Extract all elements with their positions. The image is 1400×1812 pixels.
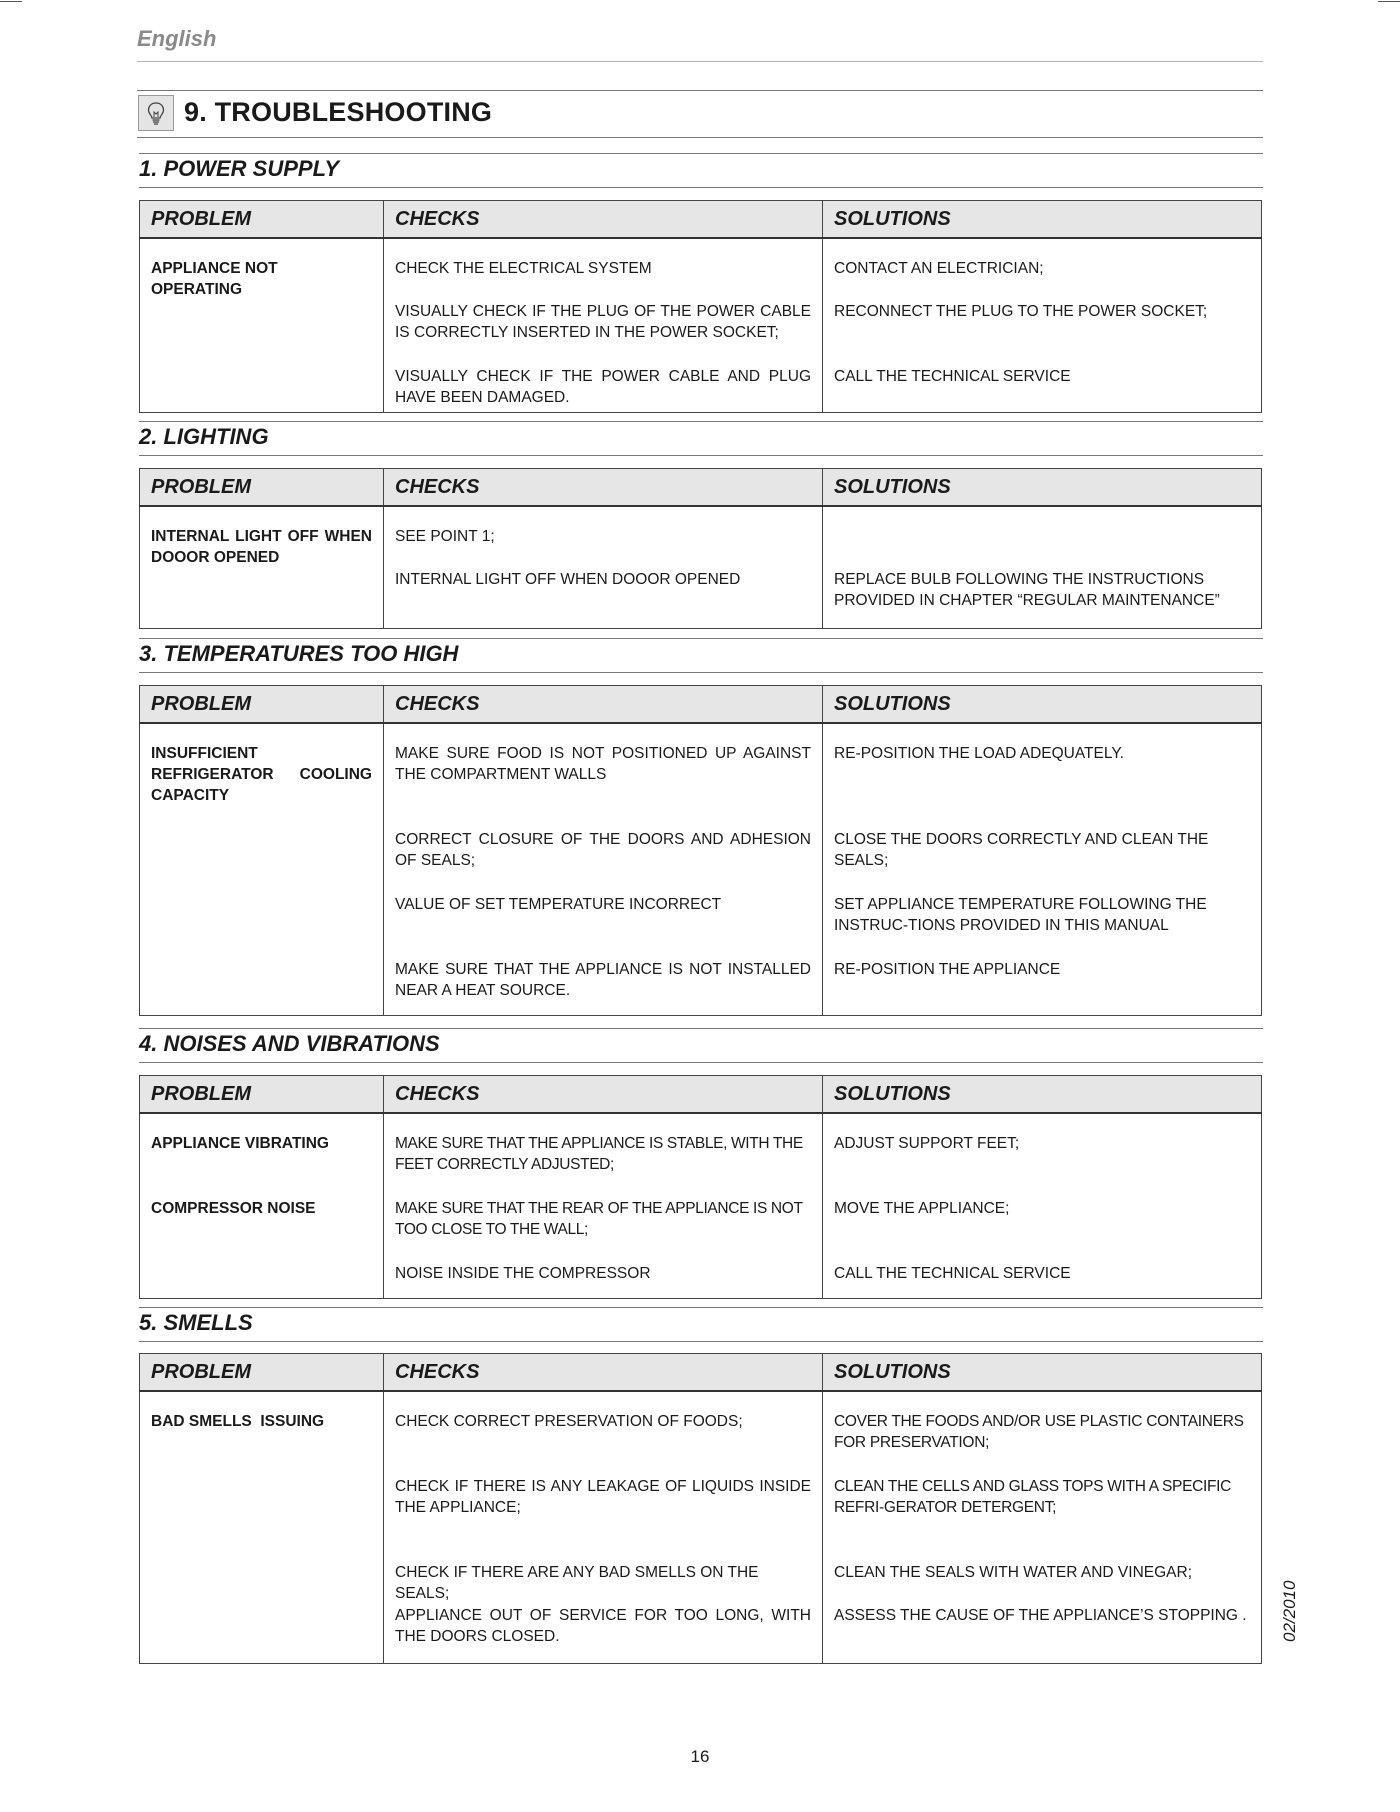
section-heading-temperatures bbox=[139, 638, 1263, 673]
problem-text: INSUFFICIENT REFRIGERATOR COOLING CAPACITY bbox=[151, 745, 372, 804]
table-header-row bbox=[140, 686, 1262, 724]
chapter-title: 9. TROUBLESHOOTING bbox=[184, 97, 493, 127]
problem-cell bbox=[140, 1113, 384, 1298]
section-title: 4. NOISES AND VIBRATIONS bbox=[139, 1031, 440, 1056]
column-header-problem: PROBLEM bbox=[140, 686, 384, 724]
problem-text: BAD SMELLS ISSUING bbox=[151, 1413, 325, 1430]
column-header-problem: PROBLEM bbox=[140, 469, 384, 507]
check-item: SEE POINT 1; bbox=[395, 528, 495, 545]
solutions-cell bbox=[823, 723, 1262, 1015]
solution-item: ASSESS THE CAUSE OF THE APPLIANCE’S STOPPING . bbox=[834, 1607, 1247, 1624]
solution-item: MOVE THE APPLIANCE; bbox=[834, 1200, 1010, 1217]
table-header-row bbox=[140, 1354, 1262, 1392]
checks-cell bbox=[384, 238, 823, 412]
troubleshooting-table-power-supply bbox=[139, 200, 1262, 413]
table-row bbox=[140, 1391, 1262, 1663]
crop-mark-right bbox=[1378, 1, 1400, 2]
solution-item: CALL THE TECHNICAL SERVICE bbox=[834, 1265, 1071, 1282]
chapter-header bbox=[137, 90, 1263, 138]
troubleshooting-table-noises bbox=[139, 1075, 1262, 1299]
check-item: NOISE INSIDE THE COMPRESSOR bbox=[395, 1265, 651, 1282]
section-title: 5. SMELLS bbox=[139, 1310, 253, 1335]
solutions-cell bbox=[823, 238, 1262, 412]
language-label: English bbox=[137, 26, 217, 51]
solution-spacer bbox=[834, 526, 1250, 569]
header-divider bbox=[137, 61, 1263, 62]
column-header-checks: CHECKS bbox=[384, 201, 823, 239]
column-header-solutions: SOLUTIONS bbox=[823, 686, 1262, 724]
check-item: MAKE SURE THAT THE REAR OF THE APPLIANCE IS NOT TOO CLOSE TO THE WALL; bbox=[395, 1200, 803, 1238]
column-header-solutions: SOLUTIONS bbox=[823, 1076, 1262, 1114]
crop-mark-left bbox=[0, 1, 22, 2]
solutions-cell bbox=[823, 1113, 1262, 1298]
check-item: MAKE SURE THAT THE APPLIANCE IS STABLE, WITH THE FEET CORRECTLY ADJUSTED; bbox=[395, 1135, 803, 1173]
column-header-checks: CHECKS bbox=[384, 469, 823, 507]
column-header-checks: CHECKS bbox=[384, 1076, 823, 1114]
problem-cell bbox=[140, 506, 384, 628]
column-header-solutions: SOLUTIONS bbox=[823, 469, 1262, 507]
problem-text: APPLIANCE NOT OPERATING bbox=[151, 260, 278, 298]
column-header-checks: CHECKS bbox=[384, 686, 823, 724]
problem-cell bbox=[140, 238, 384, 412]
section-title: 3. TEMPERATURES TOO HIGH bbox=[139, 641, 459, 666]
problem-text: INTERNAL LIGHT OFF WHEN DOOOR OPENED bbox=[151, 528, 372, 566]
column-header-solutions: SOLUTIONS bbox=[823, 201, 1262, 239]
solution-item: CLEAN THE CELLS AND GLASS TOPS WITH A SPECIFIC REFRI-GERATOR DETERGENT; bbox=[834, 1478, 1232, 1516]
check-item: VISUALLY CHECK IF THE POWER CABLE AND PLUG HAVE BEEN DAMAGED. bbox=[395, 368, 811, 406]
column-header-problem: PROBLEM bbox=[140, 1354, 384, 1392]
checks-cell bbox=[384, 1391, 823, 1663]
problem-cell bbox=[140, 723, 384, 1015]
table-header-row bbox=[140, 469, 1262, 507]
check-item: INTERNAL LIGHT OFF WHEN DOOOR OPENED bbox=[395, 571, 741, 588]
solution-item: RE-POSITION THE APPLIANCE bbox=[834, 961, 1061, 978]
troubleshooting-table-temperatures bbox=[139, 685, 1262, 1016]
check-item: MAKE SURE THAT THE APPLIANCE IS NOT INSTALLED NEAR A HEAT SOURCE. bbox=[395, 961, 811, 999]
solution-item: CLEAN THE SEALS WITH WATER AND VINEGAR; bbox=[834, 1564, 1192, 1581]
column-header-problem: PROBLEM bbox=[140, 1076, 384, 1114]
column-header-solutions: SOLUTIONS bbox=[823, 1354, 1262, 1392]
troubleshooting-table-lighting bbox=[139, 468, 1262, 629]
checks-cell bbox=[384, 506, 823, 628]
check-item: MAKE SURE FOOD IS NOT POSITIONED UP AGAINST THE COMPARTMENT WALLS bbox=[395, 745, 811, 783]
section-title: 2. LIGHTING bbox=[139, 424, 269, 449]
revision-date: 02/2010 bbox=[1280, 1580, 1299, 1642]
solution-item: CLOSE THE DOORS CORRECTLY AND CLEAN THE SEALS; bbox=[834, 831, 1209, 869]
check-item: VALUE OF SET TEMPERATURE INCORRECT bbox=[395, 896, 722, 913]
table-row bbox=[140, 506, 1262, 628]
problem-text: COMPRESSOR NOISE bbox=[151, 1200, 316, 1217]
check-item: CORRECT CLOSURE OF THE DOORS AND ADHESION OF SEALS; bbox=[395, 831, 811, 869]
solution-item: CALL THE TECHNICAL SERVICE bbox=[834, 368, 1071, 385]
section-heading-noises bbox=[139, 1028, 1263, 1063]
column-header-checks: CHECKS bbox=[384, 1354, 823, 1392]
solution-item: RE-POSITION THE LOAD ADEQUATELY. bbox=[834, 745, 1124, 762]
table-row bbox=[140, 723, 1262, 1015]
check-item: APPLIANCE OUT OF SERVICE FOR TOO LONG, WITH THE DOORS CLOSED. bbox=[395, 1607, 811, 1645]
solutions-cell bbox=[823, 506, 1262, 628]
problem-text: APPLIANCE VIBRATING bbox=[151, 1135, 329, 1152]
solution-item: REPLACE BULB FOLLOWING THE INSTRUCTIONS PROVIDED IN CHAPTER “REGULAR MAINTENANCE” bbox=[834, 571, 1220, 609]
troubleshooting-table-smells bbox=[139, 1353, 1262, 1664]
solution-item: CONTACT AN ELECTRICIAN; bbox=[834, 260, 1044, 277]
lightbulb-icon bbox=[138, 95, 174, 131]
problem-cell bbox=[140, 1391, 384, 1663]
check-item: CHECK IF THERE ARE ANY BAD SMELLS ON THE SEALS; bbox=[395, 1564, 759, 1602]
solution-item: ADJUST SUPPORT FEET; bbox=[834, 1135, 1020, 1152]
section-title: 1. POWER SUPPLY bbox=[139, 156, 340, 181]
solutions-cell bbox=[823, 1391, 1262, 1663]
check-item: CHECK CORRECT PRESERVATION OF FOODS; bbox=[395, 1413, 743, 1430]
section-heading-lighting bbox=[139, 421, 1263, 456]
section-heading-power-supply bbox=[139, 153, 1263, 188]
table-row bbox=[140, 1113, 1262, 1298]
section-heading-smells bbox=[139, 1307, 1263, 1342]
solution-item: COVER THE FOODS AND/OR USE PLASTIC CONTAINERS FOR PRESERVATION; bbox=[834, 1413, 1244, 1451]
table-header-row bbox=[140, 201, 1262, 239]
solution-item: RECONNECT THE PLUG TO THE POWER SOCKET; bbox=[834, 303, 1208, 320]
page-number: 16 bbox=[690, 1747, 710, 1766]
check-item: CHECK THE ELECTRICAL SYSTEM bbox=[395, 260, 652, 277]
solution-item: SET APPLIANCE TEMPERATURE FOLLOWING THE INSTRUC-TIONS PROVIDED IN THIS MANUAL bbox=[834, 896, 1207, 934]
table-row bbox=[140, 238, 1262, 412]
table-header-row bbox=[140, 1076, 1262, 1114]
checks-cell bbox=[384, 1113, 823, 1298]
check-item: VISUALLY CHECK IF THE PLUG OF THE POWER CABLE IS CORRECTLY INSERTED IN THE POWER SOCKET; bbox=[395, 303, 811, 341]
checks-cell bbox=[384, 723, 823, 1015]
column-header-problem: PROBLEM bbox=[140, 201, 384, 239]
check-item: CHECK IF THERE IS ANY LEAKAGE OF LIQUIDS INSIDE THE APPLIANCE; bbox=[395, 1478, 811, 1516]
